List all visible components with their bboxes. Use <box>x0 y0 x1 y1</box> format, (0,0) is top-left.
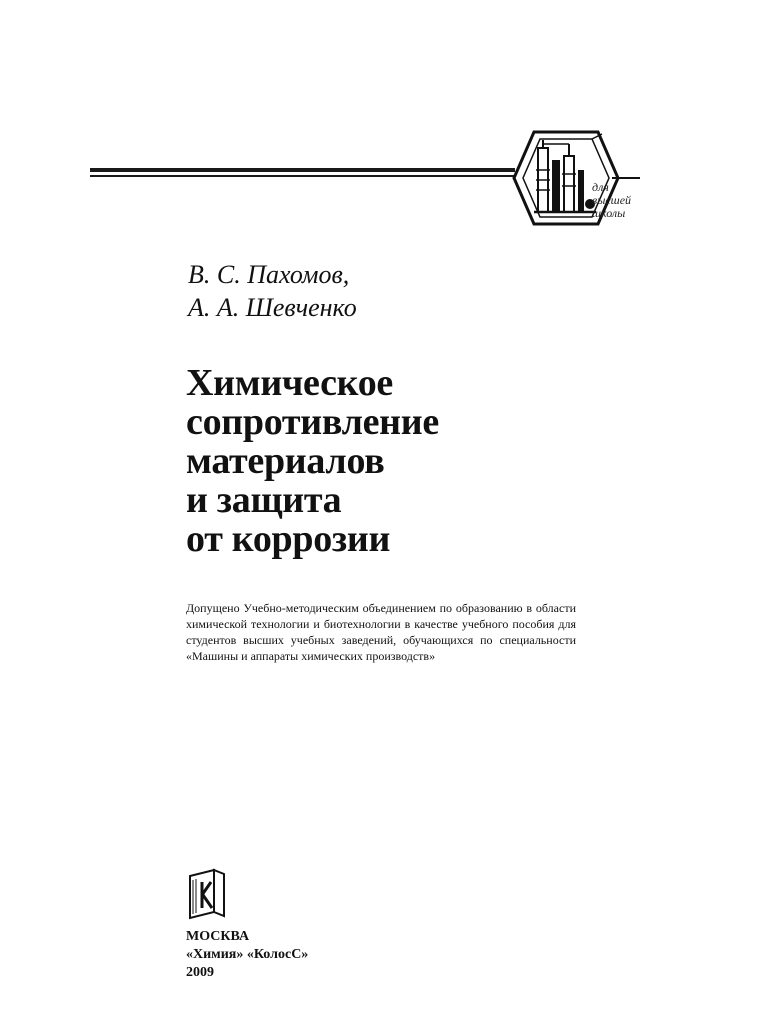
header-rule-thin <box>90 175 515 177</box>
header-rules <box>90 168 515 177</box>
approval-note: Допущено Учебно-методическим объединением по образованию в области химической технологии и биотехнологии в качестве учебного пособия для студентов высших учебных заведений, обучающихся по специальности «Машины и аппараты химических производств» <box>186 601 576 663</box>
book-title <box>186 364 439 559</box>
imprint-year: 2009 <box>186 965 214 980</box>
author-1: В. С. Пахомов, <box>188 260 350 289</box>
title-line-3: материалов <box>186 440 385 482</box>
imprint-city: МОСКВА <box>186 929 250 944</box>
imprint <box>186 928 308 982</box>
kolos-book-logo-icon <box>184 868 228 920</box>
author-2: А. А. Шевченко <box>188 293 357 322</box>
header-rule-thick <box>90 168 515 172</box>
authors <box>188 258 357 324</box>
series-emblem-label <box>592 181 631 220</box>
series-line-2: высшей <box>592 193 632 207</box>
series-line-3: школы <box>592 206 626 220</box>
series-line-1: для <box>592 180 609 194</box>
title-line-4: и защита <box>186 479 342 521</box>
title-line-5: от коррозии <box>186 518 391 560</box>
title-line-2: сопротивление <box>186 401 439 443</box>
title-line-1: Химическое <box>186 362 394 404</box>
imprint-publishers: «Химия» «КолосС» <box>186 947 309 962</box>
